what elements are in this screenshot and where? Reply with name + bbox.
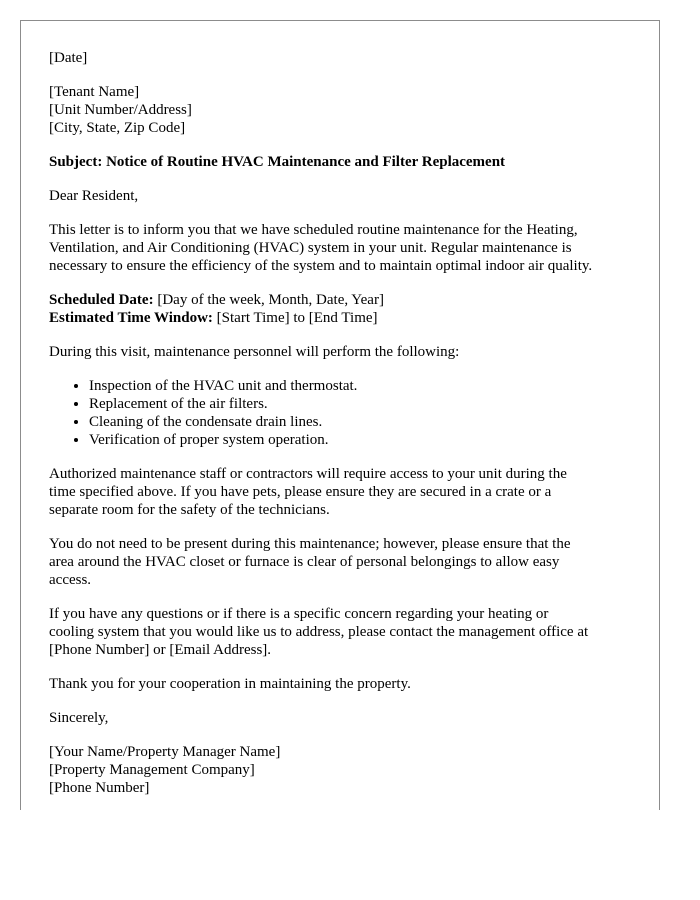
subject-text: Subject: Notice of Routine HVAC Maintenance and Filter Replacement xyxy=(49,154,506,170)
access-line: separate room for the safety of the technicians. xyxy=(49,502,330,518)
recipient-block xyxy=(49,83,639,137)
tasks-intro-text: During this visit, maintenance personnel will perform the following: xyxy=(49,344,460,360)
list-item: • Replacement of the air filters. xyxy=(89,395,639,413)
access-paragraph xyxy=(49,465,639,519)
salutation xyxy=(49,187,639,205)
list-item: • Cleaning of the condensate drain lines. xyxy=(89,413,639,431)
intro-line: necessary to ensure the efficiency of the system and to maintain optimal indoor air quality. xyxy=(49,258,593,274)
thanks-paragraph xyxy=(49,675,639,693)
questions-paragraph xyxy=(49,605,639,659)
signature-phone: [Phone Number] xyxy=(49,780,150,796)
questions-line: cooling system that you would like us to address, please contact the management office at xyxy=(49,624,589,640)
presence-line: access. xyxy=(49,572,92,588)
presence-paragraph xyxy=(49,535,639,589)
presence-line: area around the HVAC closet or furnace is clear of personal belongings to allow easy xyxy=(49,554,560,570)
date-text: [Date] xyxy=(49,50,88,66)
access-line: Authorized maintenance staff or contractors will require access to your unit during the xyxy=(49,466,567,482)
closing xyxy=(49,709,639,727)
thanks-text: Thank you for your cooperation in maintaining the property. xyxy=(49,676,411,692)
letter-date xyxy=(49,49,639,67)
access-line: time specified above. If you have pets, please ensure they are secured in a crate or a xyxy=(49,484,552,500)
questions-line: If you have any questions or if there is a specific concern regarding your heating or xyxy=(49,606,549,622)
scheduled-date-line xyxy=(49,291,639,309)
letter-page xyxy=(20,20,660,810)
recipient-name: [Tenant Name] xyxy=(49,84,140,100)
letter-body xyxy=(49,49,639,813)
time-window-value: [Start Time] to [End Time] xyxy=(212,310,378,326)
signature-company: [Property Management Company] xyxy=(49,762,255,778)
tasks-intro xyxy=(49,343,639,361)
time-window-label: Estimated Time Window: xyxy=(49,310,213,326)
list-item: • Verification of proper system operation. xyxy=(89,431,639,449)
time-window-line xyxy=(49,309,639,327)
scheduled-date-label: Scheduled Date: xyxy=(49,292,154,308)
recipient-address: [Unit Number/Address] xyxy=(49,102,192,118)
subject-line xyxy=(49,153,639,171)
schedule-block xyxy=(49,291,639,327)
signature-name: [Your Name/Property Manager Name] xyxy=(49,744,281,760)
questions-line: [Phone Number] or [Email Address]. xyxy=(49,642,272,658)
list-item: • Inspection of the HVAC unit and thermostat. xyxy=(89,377,639,395)
recipient-city-state-zip: [City, State, Zip Code] xyxy=(49,120,186,136)
presence-line: You do not need to be present during this maintenance; however, please ensure that the xyxy=(49,536,571,552)
scheduled-date-value: [Day of the week, Month, Date, Year] xyxy=(153,292,384,308)
tasks-list xyxy=(49,377,639,449)
closing-text: Sincerely, xyxy=(49,710,109,726)
salutation-text: Dear Resident, xyxy=(49,188,139,204)
signature-block xyxy=(49,743,639,797)
intro-paragraph xyxy=(49,221,639,275)
intro-line: Ventilation, and Air Conditioning (HVAC) system in your unit. Regular maintenance is xyxy=(49,240,572,256)
intro-line: This letter is to inform you that we have scheduled routine maintenance for the Heating, xyxy=(49,222,578,238)
